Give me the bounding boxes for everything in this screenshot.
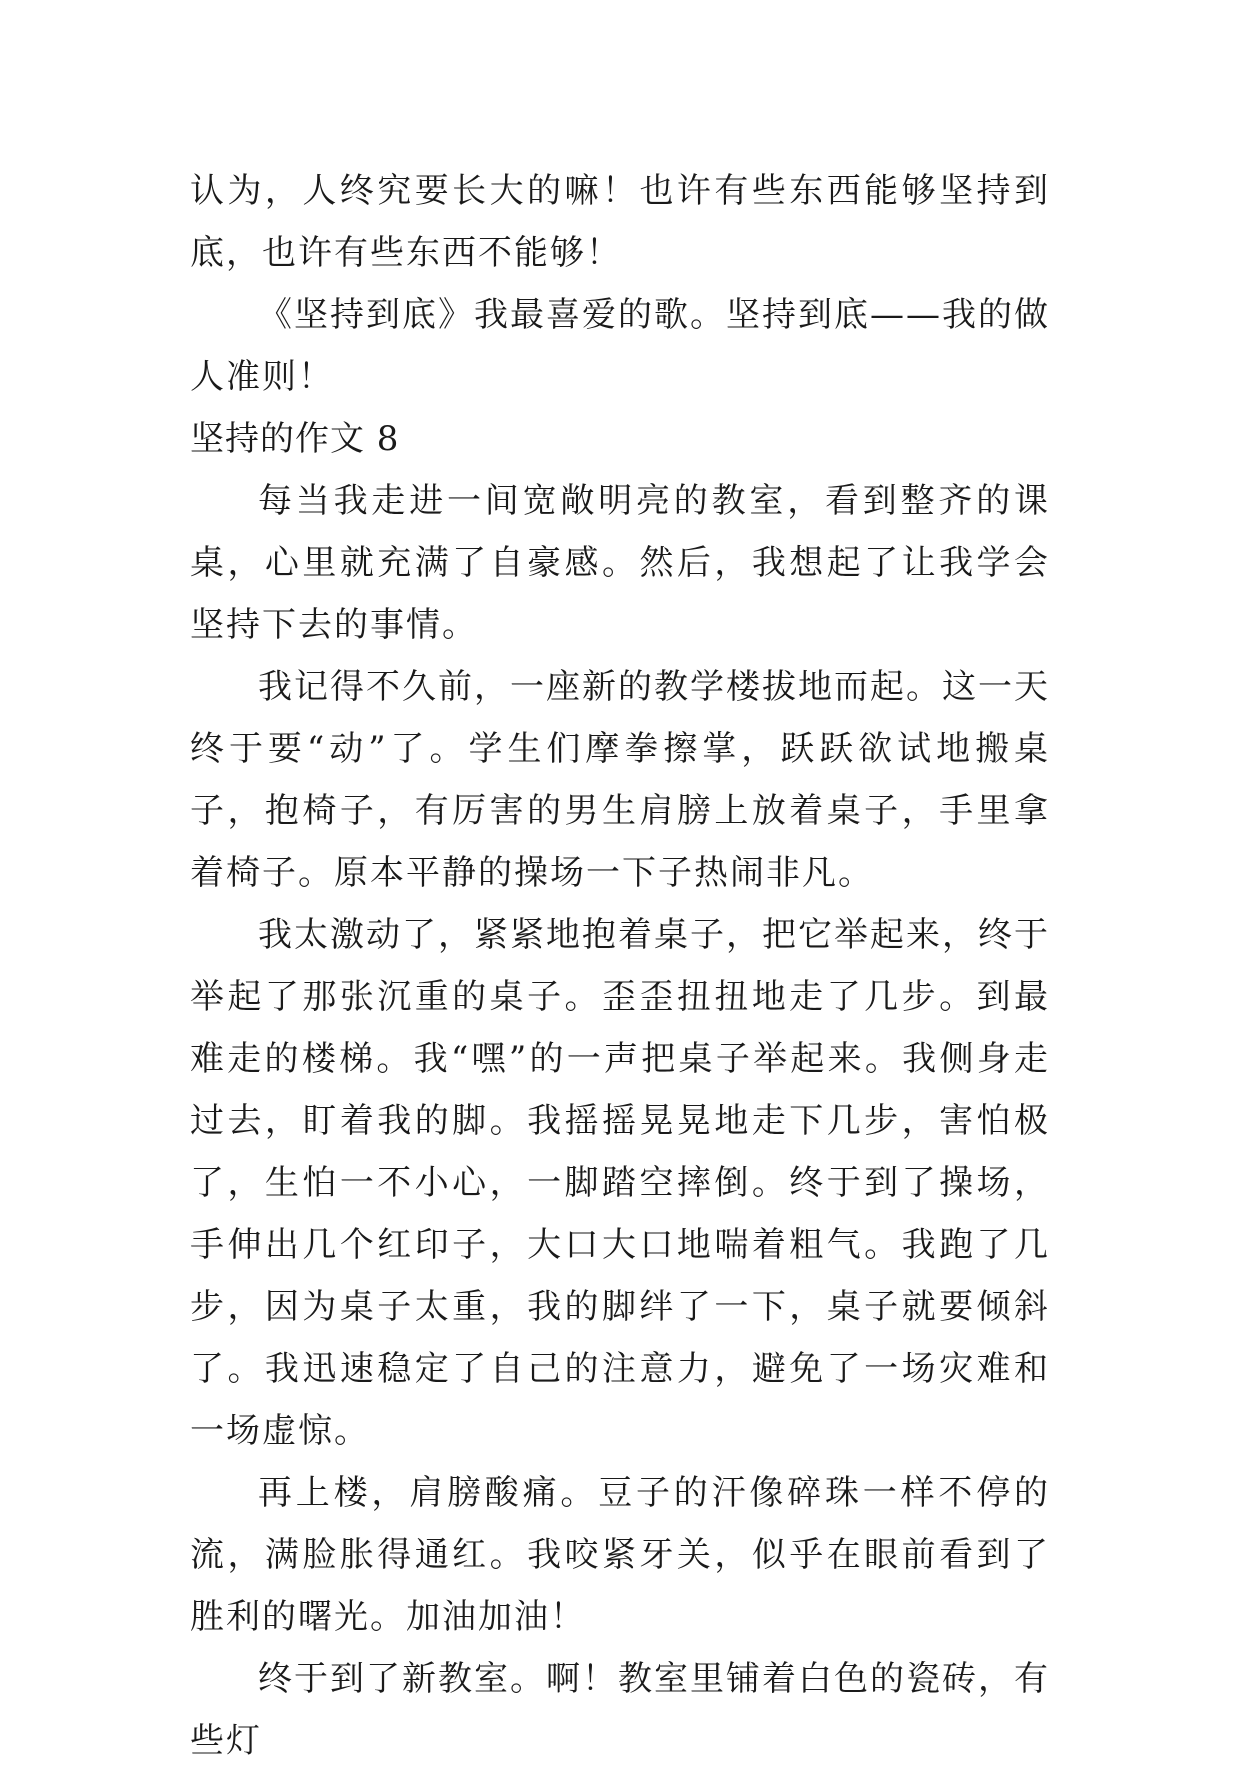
paragraph-moving-day: 我记得不久前，一座新的教学楼拔地而起。这一天终于要“动”了。学生们摩拳擦掌，跃跃欲试地搬桌子，抱椅子，有厉害的男生肩膀上放着桌子，手里拿着椅子。原本平静的操场一下子热闹非凡。 — [190, 667, 1050, 893]
paragraph-song: 《坚持到底》我最喜爱的歌。坚持到底——我的做人准则！ — [190, 295, 1050, 397]
paragraph-carrying-desk: 我太激动了，紧紧地抱着桌子，把它举起来，终于举起了那张沉重的桌子。歪歪扭扭地走了几步。到最难走的楼梯。我“嘿”的一声把桌子举起来。我侧身走过去，盯着我的脚。我摇摇晃晃地走下几步，害怕极了，生怕一不小心，一脚踏空摔倒。终于到了操场，手伸出几个红印子，大口大口地喘着粗气。我跑了几步，因为桌子太重，我的脚绊了一下，桌子就要倾斜了。我迅速稳定了自己的注意力，避免了一场灾难和一场虚惊。 — [190, 915, 1050, 1451]
paragraph-new-classroom: 终于到了新教室。啊！教室里铺着白色的瓷砖，有些灯 — [190, 1659, 1050, 1761]
essay-heading: 坚持的作文 8 — [190, 419, 400, 459]
paragraph-intro: 每当我走进一间宽敞明亮的教室，看到整齐的课桌，心里就充满了自豪感。然后，我想起了让我学会坚持下去的事情。 — [190, 481, 1050, 645]
paragraph-upstairs: 再上楼，肩膀酸痛。豆子的汗像碎珠一样不停的流，满脸胀得通红。我咬紧牙关，似乎在眼前看到了胜利的曙光。加油加油！ — [190, 1473, 1050, 1637]
document-body — [190, 160, 1050, 1772]
paragraph-continued: 认为，人终究要长大的嘛！也许有些东西能够坚持到底，也许有些东西不能够！ — [190, 171, 1050, 273]
